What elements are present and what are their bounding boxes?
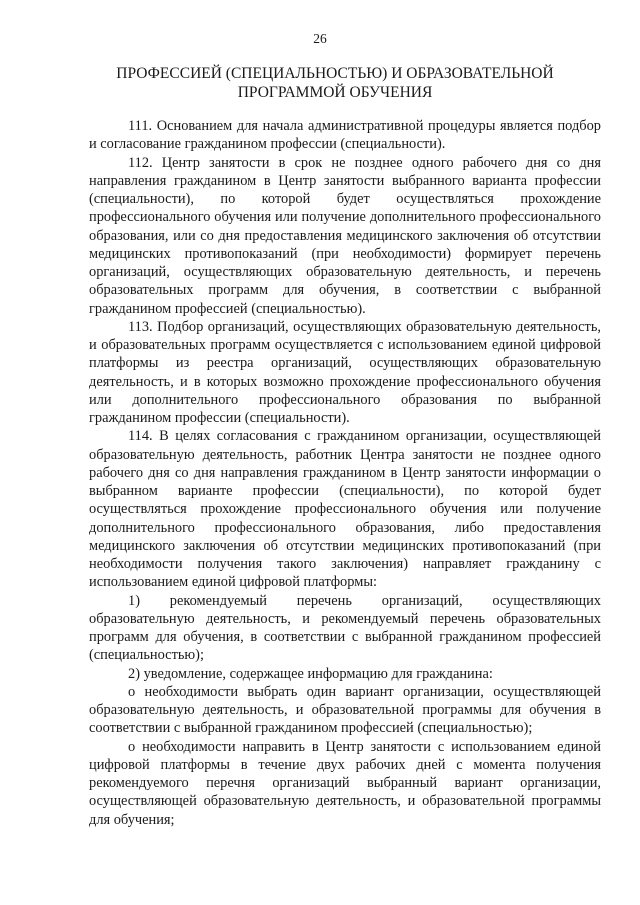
list-item-1: 1) рекомендуемый перечень организаций, осуществляющих образовательную деятельность, и рекомендуемый перечень образовательных программ для обучения, в соответствии с выбранной гражданином профессией (специальностью);	[89, 592, 601, 664]
paragraph-112: 112. Центр занятости в срок не позднее одного рабочего дня со дня направления гражданином в Центр занятости выбранного варианта профессии (специальности), по которой будет осуществляться прохождение профессионального обучения или получение дополнительного профессионального образования, или со дня предоставления медицинского заключения об отсутствии медицинских противопоказаний (при необходимости) формирует перечень организаций, осуществляющих образовательную деятельность, и перечень образовательных программ для обучения, в соответствии с выбранной гражданином профессией (специальностью).	[89, 154, 601, 317]
page-number: 26	[313, 31, 327, 46]
section-heading	[110, 64, 560, 102]
paragraph-111: 111. Основанием для начала административной процедуры является подбор и согласование гражданином профессии (специальности).	[89, 118, 601, 153]
body-text	[89, 117, 601, 829]
notice-item-select: о необходимости выбрать один вариант организации, осуществляющей образовательную деятельность, и образовательной программы для обучения в соответствии с выбранной гражданином профессией (специальностью);	[89, 683, 601, 737]
paragraph-114: 114. В целях согласования с гражданином организации, осуществляющей образовательную деятельность, работник Центра занятости не позднее одного рабочего дня со дня направления гражданином в Центр занятости информации о выбранном варианте профессии (специальности), по которой будет осуществляться прохождение профессионального обучения или получение дополнительного профессионального образования, либо предоставления медицинского заключения об отсутствии медицинских противопоказаний (при необходимости получения такого заключения) направляет гражданину с использованием единой цифровой платформы:	[89, 428, 601, 591]
heading-line-1: ПРОФЕССИЕЙ (СПЕЦИАЛЬНОСТЬЮ) И ОБРАЗОВАТЕЛЬНОЙ	[116, 65, 554, 82]
paragraph-113: 113. Подбор организаций, осуществляющих образовательную деятельность, и образовательных программ осуществляется с использованием единой цифровой платформы из реестра организаций, осуществляющих образовательную деятельность, и в которых возможно прохождение профессионального обучения или дополнительного профессионального образования по выбранной гражданином профессии (специальности).	[89, 318, 601, 426]
notice-item-send: о необходимости направить в Центр занятости с использованием единой цифровой платформы в течение двух рабочих дней с момента получения рекомендуемого перечня организаций выбранный вариант организации, осуществляющей образовательную деятельность, и образовательной программы для обучения;	[89, 738, 601, 828]
list-item-2: 2) уведомление, содержащее информацию для гражданина:	[128, 665, 493, 682]
heading-line-2: ПРОГРАММОЙ ОБУЧЕНИЯ	[237, 84, 433, 101]
